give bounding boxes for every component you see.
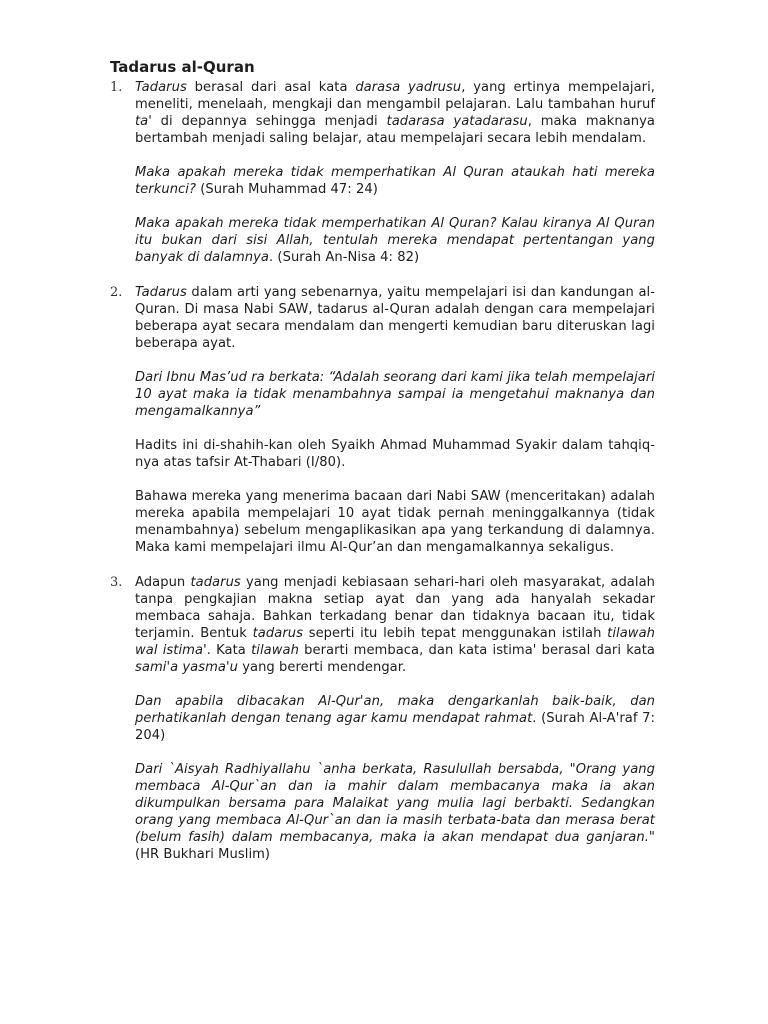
text-segment: sami'a yasma'u: [135, 660, 238, 675]
text-segment: tadarus: [190, 575, 241, 590]
text-segment: Maka apakah mereka tidak memperhatikan Al Quran ataukah hati mereka terkunci?: [135, 165, 655, 197]
paragraph: [135, 79, 655, 147]
text-segment: (Surah Muhammad 47: 24): [196, 182, 378, 197]
text-segment: Adapun: [135, 575, 191, 590]
quote-paragraph: [135, 761, 655, 863]
list-item-1: [110, 79, 655, 266]
text-segment: '. Kata: [203, 643, 252, 658]
document-page: [110, 57, 655, 863]
text-segment: berasal dari asal kata: [186, 80, 356, 95]
text-segment: Dari `Aisyah Radhiyallahu `anha berkata, Rasulullah bersabda, "Orang yang membaca Al-Qur`an dan ia mahir dalam membacanya maka ia akan dikumpulkan bersama para Malaikat yang mulia lagi berbakti. Sedangkan orang yang membaca Al-Qur`an dan ia masih terbata-bata dan merasa berat (belum fasih) dalam membacanya, maka ia akan mendapat dua ganjaran.: [135, 762, 655, 845]
text-segment: . (Surah An-Nisa 4: 82): [269, 250, 420, 265]
list-item-2: [110, 284, 655, 556]
text-segment: Maka apakah mereka tidak memperhatikan Al Quran? Kalau kiranya Al Quran itu bukan dari sisi Allah, tentulah mereka mendapat pertentangan yang banyak di dalamnya: [135, 216, 655, 265]
text-segment: " (HR Bukhari Muslim): [135, 830, 655, 862]
text-segment: yang menjadi kebiasaan sehari-hari oleh masyarakat, adalah tanpa pengkajian makna setiap ayat dan yang ada hanyalah sekadar membaca sahaja. Bahkan terkadang benar dan tidaknya bacaan itu, tidak terjamin. Bentuk: [135, 575, 655, 641]
text-segment: Dari Ibnu Mas’ud ra berkata: “Adalah seorang dari kami jika telah mempelajari 10 ayat maka ia tidak menambahnya sampai ia mengetahui maknanya dan mengamalkannya”: [135, 370, 655, 419]
list-number: 3.: [110, 575, 123, 590]
text-segment: . (Surah Al-A'raf 7: 204): [135, 711, 655, 743]
text-segment: tilawah wal istima: [135, 626, 655, 658]
text-segment: berarti membaca, dan kata istima' berasal dari kata: [298, 643, 656, 658]
quote-paragraph: [135, 369, 655, 420]
text-segment: , yang ertinya mempelajari, meneliti, menelaah, mengkaji dan mengambil pelajaran. Lalu tambahan huruf: [135, 80, 655, 112]
document-title: Tadarus al-Quran: [110, 58, 255, 76]
text-segment: Dan apabila dibacakan Al-Qur'an, maka dengarkanlah baik-baik, dan perhatikanlah dengan tenang agar kamu mendapat rahmat: [135, 694, 655, 726]
text-segment: , maka maknanya bertambah menjadi saling belajar, atau mempelajari secara lebih mendalam.: [135, 114, 655, 146]
text-segment: Tadarus: [135, 80, 187, 95]
text-segment: yang bererti mendengar.: [238, 660, 407, 675]
text-segment: dalam arti yang sebenarnya, yaitu mempelajari isi dan kandungan al-Quran. Di masa Nabi SAW, tadarus al-Quran adalah dengan cara mempelajari beberapa ayat secara mendalam dan mengerti kemudian baru diteruskan lagi beberapa ayat.: [135, 285, 655, 351]
text-segment: Bahawa mereka yang menerima bacaan dari Nabi SAW (menceritakan) adalah mereka apabila mempelajari 10 ayat tidak pernah meninggalkannya (tidak menambahnya) sebelum mengaplikasikan apa yang terkandung di dalamnya. Maka kami mempelajari ilmu Al-Qur’an dan mengamalkannya sekaligus.: [135, 489, 655, 555]
list-number: 2.: [110, 285, 123, 300]
paragraph: [135, 574, 655, 676]
text-segment: tadarus: [252, 626, 303, 641]
text-segment: ta: [135, 114, 149, 129]
paragraph: [135, 437, 655, 471]
list-item-3: [110, 574, 655, 863]
paragraph: [135, 488, 655, 556]
text-segment: seperti itu lebih tepat menggunakan istilah: [302, 626, 608, 641]
paragraph: [135, 284, 655, 352]
quote-paragraph: [135, 693, 655, 744]
text-segment: Tadarus: [135, 285, 187, 300]
list-number: 1.: [110, 80, 123, 95]
text-segment: darasa yadrusu: [355, 80, 462, 95]
text-segment: Hadits ini di-shahih-kan oleh Syaikh Ahmad Muhammad Syakir dalam tahqiq-nya atas tafsir At-Thabari (I/80).: [135, 438, 655, 470]
quote-paragraph: [135, 164, 655, 198]
text-segment: tilawah: [251, 643, 299, 658]
quote-paragraph: [135, 215, 655, 266]
text-segment: ' di depannya sehingga menjadi: [148, 114, 387, 129]
text-segment: tadarasa yatadarasu: [386, 114, 528, 129]
